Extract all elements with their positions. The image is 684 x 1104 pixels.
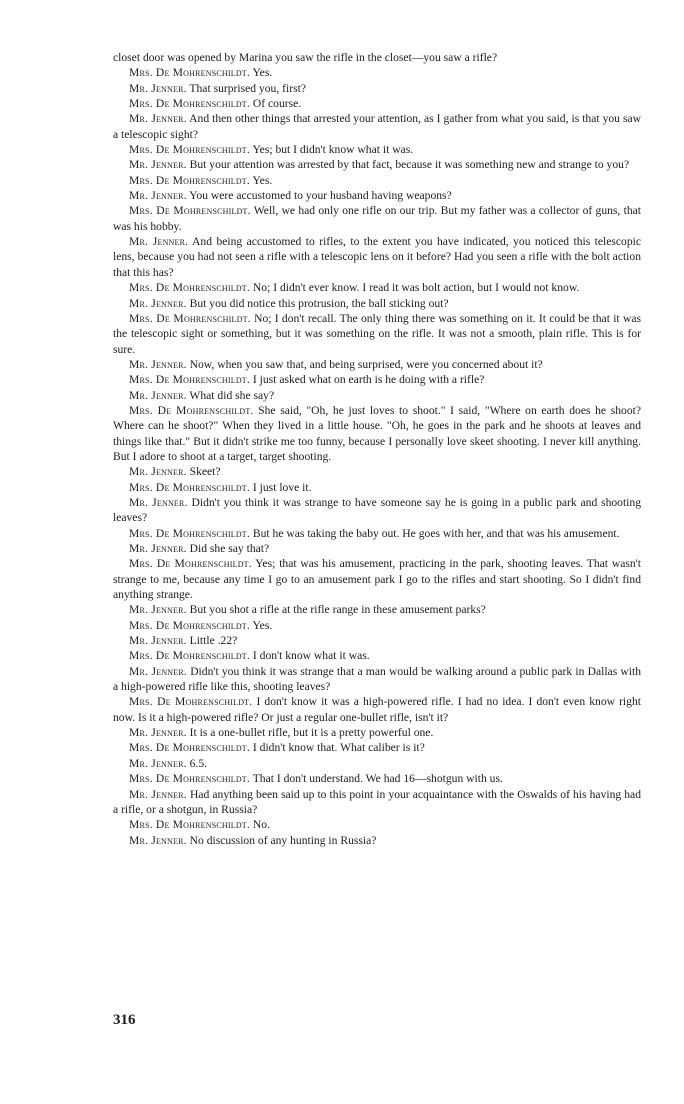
speech-text: Yes; that was his amusement, practicing in the park, shooting leaves. That wasn't strange to me, because any time I go to an amusement park I go to the rifles and start shooting. So I didn't find anything strange. — [113, 557, 641, 602]
speaker-name: Mr. Jenner. — [129, 388, 187, 402]
speaker-name: Mrs. De Mohrenschildt. — [129, 618, 250, 632]
speaker-name: Mrs. De Mohrenschildt. — [129, 695, 253, 709]
speech-text: That surprised you, first? — [189, 81, 306, 95]
speaker-name: Mr. Jenner. — [129, 603, 187, 617]
testimony-paragraph — [113, 771, 641, 786]
speech-text: She said, "Oh, he just loves to shoot." I said, "Where on earth does he shoot? Where can he shoot?" When they lived in a little house. "Oh, he goes in the park and he shoots at leaves and things like that." But it didn't strike me too funny, because I personally love skeet shooting. I never kill anything. But I adore to shoot at a target, target shooting. — [113, 403, 641, 463]
testimony-paragraph — [113, 648, 641, 663]
speech-text: No; I don't recall. The only thing there was something on it. It could be that it was the telescopic sight or something, but it was something on the rifle. It was not a smooth, plain rifle. This is for sure. — [113, 311, 641, 356]
testimony-paragraph — [113, 464, 641, 479]
testimony-paragraph — [113, 618, 641, 633]
testimony-paragraph — [113, 833, 641, 848]
speaker-name: Mr. Jenner. — [129, 296, 187, 310]
speech-text: But your attention was arrested by that fact, because it was something new and strange to you? — [189, 158, 630, 172]
speaker-name: Mrs. De Mohrenschildt. — [129, 557, 252, 571]
testimony-paragraph — [113, 725, 641, 740]
speaker-name: Mrs. De Mohrenschildt. — [129, 143, 250, 157]
speech-text: Of course. — [252, 97, 302, 111]
testimony-paragraph — [113, 556, 641, 602]
speech-text: Did she say that? — [189, 542, 270, 555]
testimony-paragraph — [113, 756, 641, 771]
speaker-name: Mr. Jenner. — [129, 189, 187, 203]
speech-text: 6.5. — [189, 756, 208, 770]
testimony-paragraph — [113, 96, 641, 111]
testimony-paragraph — [113, 495, 641, 526]
speaker-name: Mr. Jenner. — [129, 112, 187, 126]
speech-text: Skeet? — [189, 465, 221, 479]
testimony-paragraph — [113, 142, 641, 157]
speech-text: Little .22? — [189, 634, 238, 648]
speech-text: No discussion of any hunting in Russia? — [189, 833, 377, 847]
testimony-paragraph — [113, 234, 641, 280]
speech-text: Now, when you saw that, and being surprised, were you concerned about it? — [189, 357, 543, 371]
testimony-paragraph — [113, 403, 641, 464]
speaker-name: Mr. Jenner. — [129, 756, 187, 770]
speaker-name: Mrs. De Mohrenschildt. — [129, 173, 250, 187]
speech-text: But you did notice this protrusion, the ball sticking out? — [189, 296, 449, 310]
continuation-paragraph: closet door was opened by Marina you saw the rifle in the closet—you saw a rifle? — [113, 51, 498, 64]
testimony-paragraph — [113, 740, 641, 755]
speech-text: No; I didn't ever know. I read it was bolt action, but I would not know. — [252, 281, 580, 295]
transcript-page — [113, 50, 641, 848]
speech-text: Didn't you think it was strange that a man would be walking around a public park in Dallas with a high-powered rifle like this, shooting leaves? — [113, 664, 641, 694]
testimony-entries — [113, 65, 641, 848]
speech-text: I don't know it was a high-powered rifle. I had no idea. I don't even know right now. Is it a high-powered rifle? Or just a regular one-bullet rifle, isn't it? — [113, 695, 641, 724]
speech-text: And being accustomed to rifles, to the extent you have indicated, you noticed this telescopic lens, because you had not seen a rifle with a telescopic lens on it before? Had you seen a rifle with the bolt action that this has? — [113, 235, 642, 279]
speech-text: It is a one-bullet rifle, but it is a pretty powerful one. — [189, 726, 434, 740]
speaker-name: Mr. Jenner. — [129, 726, 187, 740]
speech-text: Yes. — [252, 618, 273, 632]
speaker-name: Mrs. De Mohrenschildt. — [129, 741, 250, 755]
speaker-name: Mr. Jenner. — [129, 542, 187, 555]
testimony-paragraph — [113, 817, 641, 832]
speaker-name: Mrs. De Mohrenschildt. — [129, 526, 250, 540]
speaker-name: Mrs. De Mohrenschildt. — [129, 311, 251, 325]
speech-text: No. — [252, 818, 270, 832]
testimony-paragraph — [113, 357, 641, 372]
testimony-paragraph — [113, 633, 641, 648]
speaker-name: Mr. Jenner. — [129, 357, 187, 371]
speaker-name: Mrs. De Mohrenschildt. — [129, 480, 250, 494]
testimony-paragraph — [113, 188, 641, 203]
speaker-name: Mr. Jenner. — [129, 465, 187, 479]
speech-text: But he was taking the baby out. He goes with her, and that was his amusement. — [252, 526, 620, 540]
testimony-paragraph — [113, 280, 641, 295]
testimony-paragraph — [113, 787, 641, 818]
speech-text: I just asked what on earth is he doing with a rifle? — [252, 373, 485, 387]
testimony-paragraph — [113, 173, 641, 188]
speaker-name: Mr. Jenner. — [129, 664, 187, 678]
speaker-name: Mr. Jenner. — [129, 833, 187, 847]
testimony-paragraph — [113, 81, 641, 96]
speaker-name: Mrs. De Mohrenschildt. — [129, 204, 251, 218]
speaker-name: Mrs. De Mohrenschildt. — [129, 818, 250, 832]
speaker-name: Mrs. De Mohrenschildt. — [129, 772, 250, 786]
speaker-name: Mrs. De Mohrenschildt. — [129, 373, 250, 387]
speech-text: Had anything been said up to this point in your acquaintance with the Oswalds of his having had a rifle, or a shotgun, in Russia? — [113, 787, 641, 816]
speech-text: I didn't know that. What caliber is it? — [252, 741, 425, 755]
speech-text: Yes. — [252, 66, 273, 80]
speech-text: Well, we had only one rifle on our trip. But my father was a collector of guns, that was his hobby. — [113, 204, 641, 233]
testimony-paragraph — [113, 157, 641, 172]
speaker-name: Mr. Jenner. — [129, 81, 187, 95]
speech-text: What did she say? — [189, 388, 275, 402]
speaker-name: Mr. Jenner. — [129, 634, 187, 648]
testimony-paragraph — [113, 664, 641, 695]
testimony-paragraph — [113, 541, 641, 556]
speaker-name: Mrs. De Mohrenschildt. — [129, 403, 254, 417]
page-number: 316 — [113, 1012, 136, 1028]
speaker-name: Mr. Jenner. — [129, 495, 188, 509]
speech-text: That I don't understand. We had 16—shotgun with us. — [252, 772, 503, 786]
testimony-paragraph — [113, 526, 641, 541]
speech-text: And then other things that arrested your attention, as I gather from what you said, is that you saw a telescopic sight? — [113, 112, 641, 141]
speaker-name: Mr. Jenner. — [129, 158, 187, 172]
testimony-paragraph — [113, 203, 641, 234]
speaker-name: Mrs. De Mohrenschildt. — [129, 281, 250, 295]
testimony-paragraph — [113, 311, 641, 357]
testimony-paragraph — [113, 65, 641, 80]
speech-text: You were accustomed to your husband having weapons? — [189, 189, 452, 203]
speech-text: Yes; but I didn't know what it was. — [252, 143, 414, 157]
speech-text: I don't know what it was. — [252, 649, 370, 663]
speaker-name: Mrs. De Mohrenschildt. — [129, 66, 250, 80]
testimony-paragraph — [113, 694, 641, 725]
speech-text: Didn't you think it was strange to have someone say he is going in a public park and shooting leaves? — [113, 495, 641, 525]
speaker-name: Mrs. De Mohrenschildt. — [129, 649, 250, 663]
speaker-name: Mr. Jenner. — [129, 787, 187, 801]
testimony-paragraph — [113, 480, 641, 495]
speech-text: Yes. — [252, 173, 273, 187]
testimony-paragraph — [113, 602, 641, 617]
speech-text: But you shot a rifle at the rifle range in these amusement parks? — [189, 603, 486, 617]
testimony-paragraph — [113, 372, 641, 387]
testimony-paragraph — [113, 296, 641, 311]
testimony-paragraph — [113, 388, 641, 403]
speaker-name: Mrs. De Mohrenschildt. — [129, 97, 250, 111]
testimony-paragraph — [113, 111, 641, 142]
speaker-name: Mr. Jenner. — [129, 235, 189, 249]
speech-text: I just love it. — [252, 480, 312, 494]
